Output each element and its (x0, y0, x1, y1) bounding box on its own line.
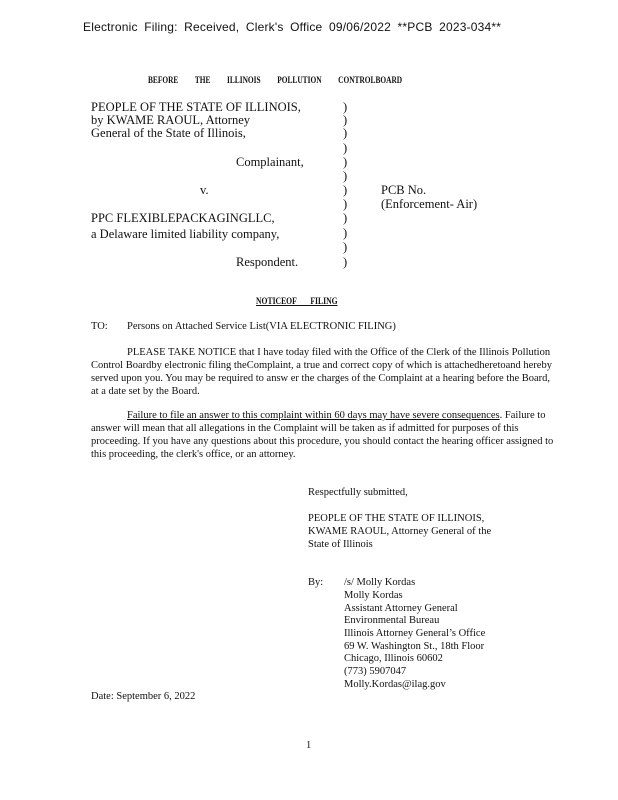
versus-label: v. (200, 183, 209, 197)
electronic-filing-header: Electronic Filing: Received, Clerk's Office 09/06/2022 **PCB 2023-034** (83, 20, 502, 34)
page-number: 1 (306, 740, 312, 751)
bureau-name: Environmental Bureau (344, 615, 440, 626)
closing-text: Respectfully submitted, (308, 487, 408, 498)
caption-paren: ) (343, 155, 348, 169)
caption-paren: ) (343, 240, 348, 254)
signature-line: /s/ Molly Kordas (344, 577, 416, 588)
email-address[interactable]: Molly.Kordas@ilag.gov (344, 679, 446, 690)
defendant-line-2: a Delaware limited liability company, (91, 227, 280, 241)
caption-paren: ) (343, 100, 348, 114)
caption-paren: ) (343, 255, 348, 269)
warning-underlined-text: Failure to file an answer to this complaint within 60 days may have severe consequences (127, 410, 500, 421)
case-number-label: PCB No. (381, 183, 427, 197)
warning-rest-text: . Failure to answer will mean that all allegations in the Complaint will be taken as if admitted for purposes of this proceeding. If you have any questions about this procedure, you should contact the hearing officer assigned to this proceeding, the clerk's office, or an attorney. (91, 410, 554, 460)
to-label: TO: (91, 321, 108, 332)
date-line: Date: September 6, 2022 (91, 691, 196, 702)
attorney-name: Molly Kordas (344, 590, 403, 601)
caption-paren: ) (343, 113, 348, 127)
caption-paren: ) (343, 197, 348, 211)
phone-number: (773) 5907047 (344, 666, 407, 677)
party-line-2: KWAME RAOUL, Attorney General of the (308, 526, 492, 537)
office-name: Illinois Attorney General’s Office (344, 628, 486, 639)
caption-paren: ) (343, 141, 348, 155)
notice-title: NOTICEOF FILING (256, 296, 338, 306)
street-address: 69 W. Washington St., 18th Floor (344, 641, 485, 652)
warning-paragraph (91, 409, 556, 461)
board-title: BEFORE THE ILLINOIS POLLUTION CONTROLBOARD (148, 75, 403, 85)
caption-paren: ) (343, 211, 348, 225)
respondent-label: Respondent. (236, 255, 299, 269)
party-line-3: State of Illinois (308, 539, 373, 550)
notice-paragraph: PLEASE TAKE NOTICE that I have today filed with the Office of the Clerk of the Illinois Pollution Control Boardby electronic filing theComplaint, a true and correct copy of which is attachedheretoand hereby served upon you. You may be required to answ er the charges of the Complaint at a hearing before the Board, at a date set by the Board. (91, 347, 552, 397)
party-line-1: PEOPLE OF THE STATE OF ILLINOIS, (308, 513, 485, 524)
caption-paren: ) (343, 183, 348, 197)
city-address: Chicago, Illinois 60602 (344, 653, 443, 664)
complainant-label: Complainant, (236, 155, 304, 169)
attorney-title: Assistant Attorney General (344, 603, 458, 614)
caption-paren: ) (343, 226, 348, 240)
service-list-text: Persons on Attached Service List(VIA ELECTRONIC FILING) (127, 321, 396, 332)
caption-paren: ) (343, 169, 348, 183)
caption-paren: ) (343, 126, 348, 140)
plaintiff-line-1: PEOPLE OF THE STATE OF ILLINOIS, (91, 100, 301, 114)
by-label: By: (308, 577, 324, 588)
plaintiff-line-3: General of the State of Illinois, (91, 126, 246, 140)
defendant-line-1: PPC FLEXIBLEPACKAGINGLLC, (91, 211, 275, 225)
plaintiff-line-2: by KWAME RAOUL, Attorney (91, 113, 251, 127)
case-type-label: (Enforcement- Air) (381, 197, 478, 211)
